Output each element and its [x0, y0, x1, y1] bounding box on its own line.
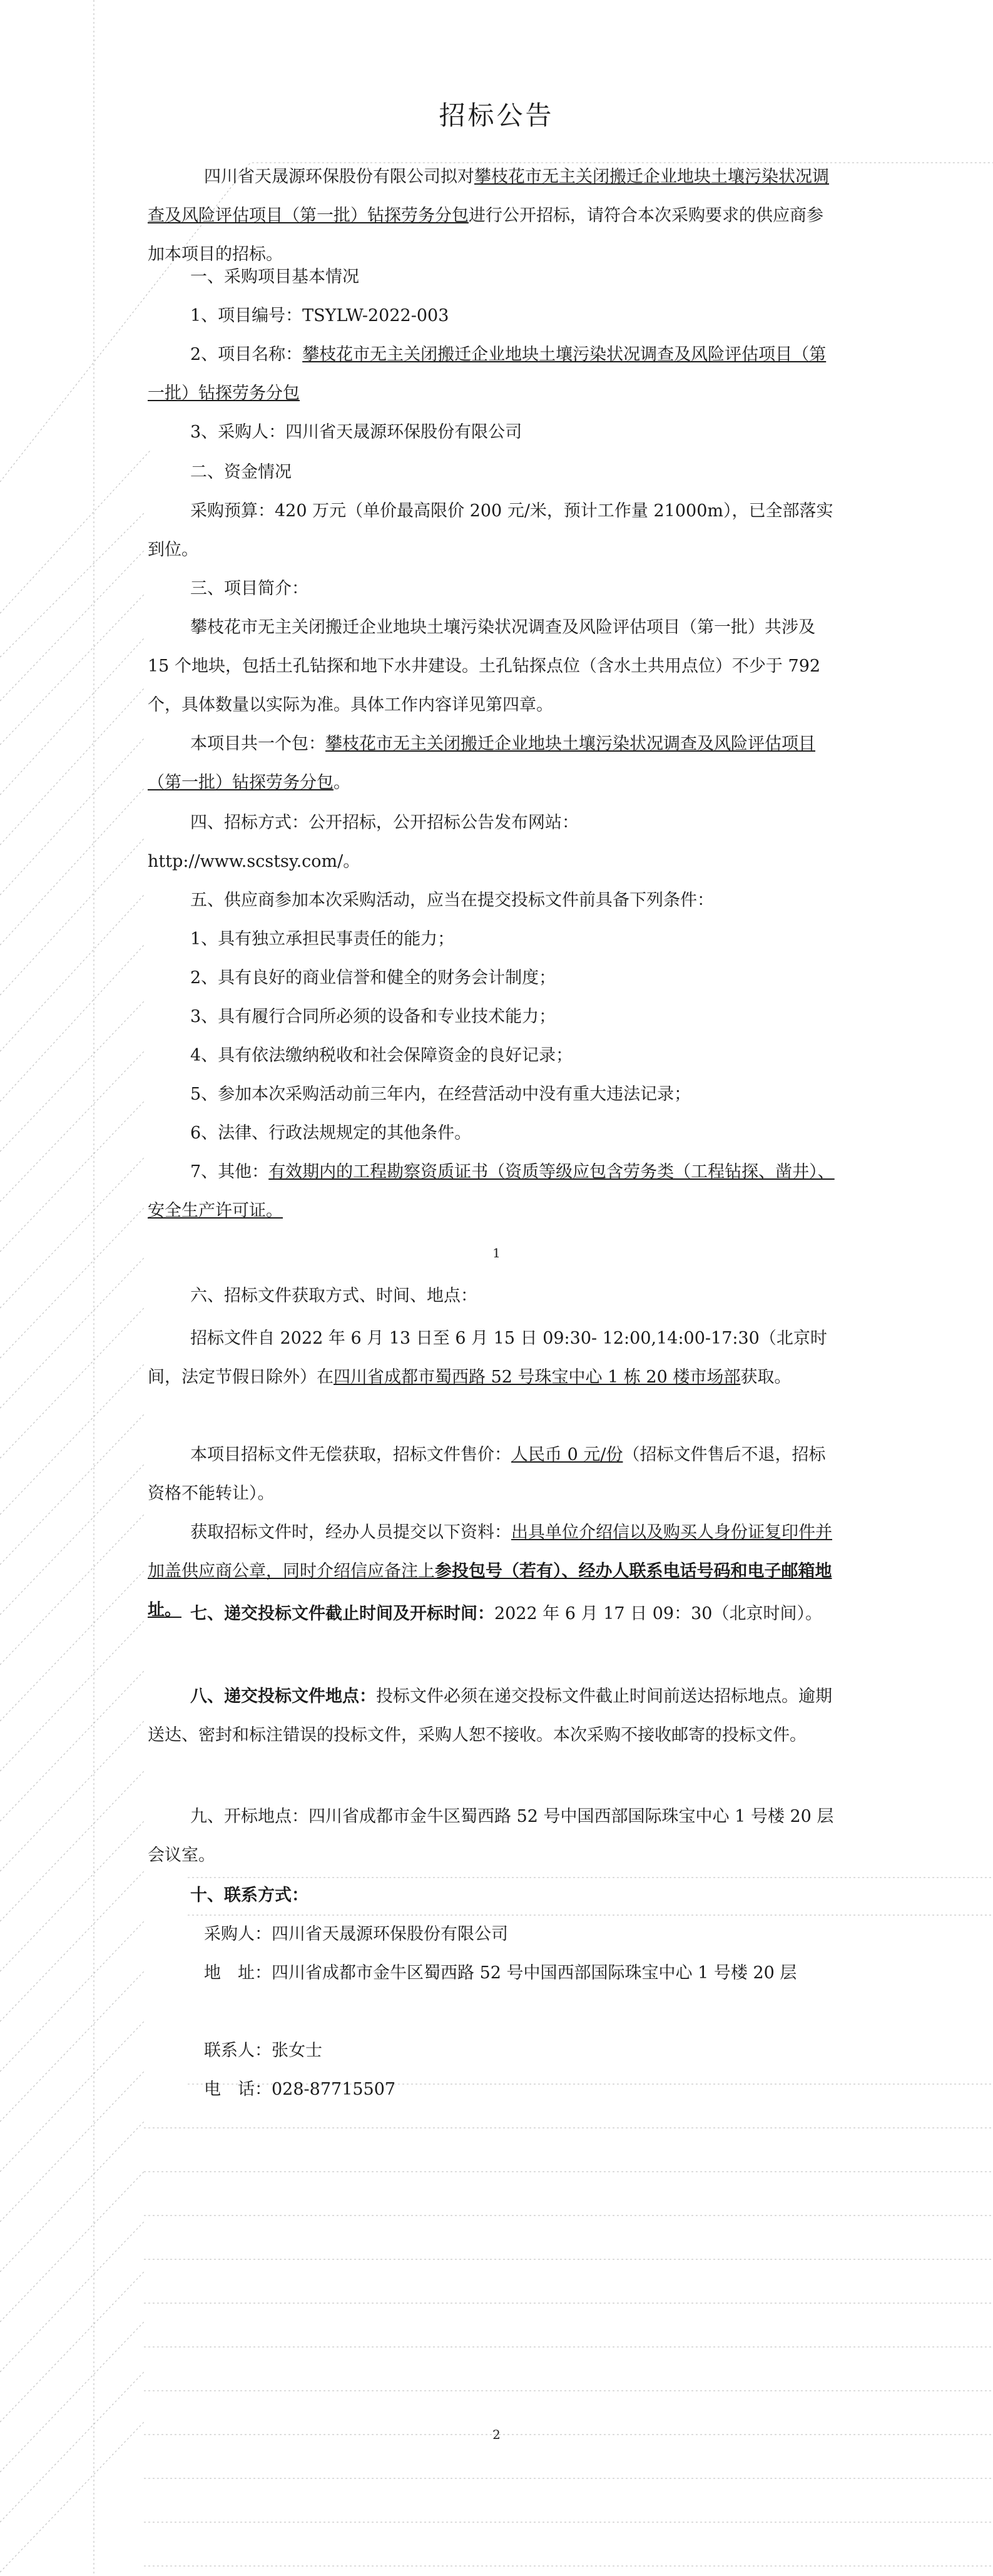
section-5-heading: 五、供应商参加本次采购活动，应当在提交投标文件前具备下列条件：	[190, 891, 714, 910]
materials-text-c: 参投包号（若有）、经办人联系电话号码和电子邮箱地址。	[148, 1561, 832, 1620]
contact-phone: 电 话：028-87715507	[204, 2080, 396, 2099]
project-summary: 攀枝花市无主关闭搬迁企业地块土壤污染状况调查及风险评估项目（第一批）共涉及 15 个地块，包括土孔钻探和地下水井建设。土孔钻探点位（含水土共用点位）不少于 792 个，具体数量以实际为准。具体工作内容详见第四章。	[148, 618, 821, 715]
contact-address: 地 址：四川省成都市金牛区蜀西路 52 号中国西部国际珠宝中心 1 号楼 20 层	[204, 1963, 797, 1983]
page-title: 招标公告	[439, 100, 554, 131]
section-6-heading: 六、招标文件获取方式、时间、地点：	[190, 1286, 477, 1306]
budget-text: 采购预算：420 万元（单价最高限价 200 元/米，预计工作量 21000m），已全部落实到位。	[148, 501, 833, 560]
intro-text-c: 进行公开招标，请符合本次采购要求的供应商参加本项目的招标。	[148, 206, 823, 264]
package-text-c: 。	[334, 773, 350, 792]
section-3-heading: 三、项目简介：	[190, 579, 308, 598]
section-7-heading: 七、递交投标文件截止时间及开标时间：	[190, 1604, 494, 1623]
materials-text-b: 出具单位介绍信以及购买人身份证复印件并加盖供应商公章，同时介绍信应备注上	[148, 1523, 832, 1581]
section-8-text: 投标文件必须在递交投标文件截止时间前送达招标地点。逾期送达、密封和标注错误的投标文件，采购人恕不接收。本次采购不接收邮寄的投标文件。	[148, 1687, 832, 1745]
pickup-location: 四川省成都市蜀西路 52 号珠宝中心 1 栋 20 楼市场部	[334, 1367, 741, 1387]
materials-text-a: 获取招标文件时，经办人员提交以下资料：	[190, 1523, 511, 1542]
requirement-item: 6、法律、行政法规规定的其他条件。	[190, 1123, 472, 1143]
requirement-item: 1、具有独立承担民事责任的能力；	[190, 929, 455, 949]
contact-person: 联系人：张女士	[204, 2041, 322, 2060]
requirement-other-label: 7、其他：	[190, 1162, 269, 1182]
pickup-time-text: 招标文件自 2022 年 6 月 13 日至 6 月 15 日 09:30- 12:00,14:00-17:30（北京时间，法定节假日除外）在	[148, 1329, 827, 1387]
project-name-label: 2、项目名称：	[190, 345, 303, 364]
price-value: 人民币 0 元/份	[511, 1445, 623, 1464]
document-pickup-time	[148, 1319, 839, 1397]
intro-paragraph	[148, 158, 839, 274]
section-7-text: 2022 年 6 月 17 日 09：30（北京时间）。	[494, 1604, 822, 1623]
package-text-a: 本项目共一个包：	[190, 734, 325, 754]
section-9: 九、开标地点：四川省成都市金牛区蜀西路 52 号中国西部国际珠宝中心 1 号楼 20 层会议室。	[148, 1807, 834, 1865]
package-info	[148, 725, 839, 802]
contact-buyer: 采购人：四川省天晟源环保股份有限公司	[204, 1924, 508, 1944]
section-2-heading: 二、资金情况	[190, 463, 292, 482]
requirement-item: 4、具有依法缴纳税收和社会保障资金的良好记录；	[190, 1046, 573, 1065]
section-8	[148, 1677, 839, 1755]
section-1-heading: 一、采购项目基本情况	[190, 267, 359, 287]
document-price	[148, 1436, 839, 1513]
pickup-end: 获取。	[740, 1367, 792, 1387]
price-text-c: （招标文件售后不退，招标资格不能转让）。	[148, 1445, 826, 1503]
project-name-value: 攀枝花市无主关闭搬迁企业地块土壤污染状况调查及风险评估项目（第一批）钻探劳务分包	[148, 345, 827, 403]
requirement-other-value: 有效期内的工程勘察资质证书（资质等级应包含劳务类（工程钻探、凿井）、安全生产许可证。	[148, 1162, 835, 1220]
requirement-item: 5、参加本次采购活动前三年内，在经营活动中没有重大违法记录；	[190, 1085, 691, 1104]
requirement-item: 3、具有履行合同所必须的设备和专业技术能力；	[190, 1007, 556, 1026]
price-text-a: 本项目招标文件无偿获取，招标文件售价：	[190, 1445, 511, 1464]
section-10-heading: 十、联系方式：	[190, 1886, 308, 1905]
section-7	[148, 1595, 839, 1633]
requirement-item-other	[148, 1153, 839, 1230]
package-name: 攀枝花市无主关闭搬迁企业地块土壤污染状况调查及风险评估项目（第一批）钻探劳务分包	[148, 734, 815, 792]
project-name	[148, 335, 839, 413]
section-4-text: 四、招标方式：公开招标，公开招标公告发布网站：	[190, 813, 579, 832]
section-8-heading: 八、递交投标文件地点：	[190, 1687, 376, 1706]
page-number: 2	[492, 2427, 501, 2442]
requirement-item: 2、具有良好的商业信誉和健全的财务会计制度；	[190, 968, 556, 988]
page-number: 1	[492, 1245, 501, 1260]
intro-project-name: 攀枝花市无主关闭搬迁企业地块土壤污染状况调查及风险评估项目（第一批）钻探劳务分包	[148, 167, 829, 225]
website-link[interactable]: http://www.scstsy.com/。	[148, 852, 360, 871]
project-number: 1、项目编号：TSYLW-2022-003	[190, 306, 449, 325]
intro-text-a: 四川省天晟源环保股份有限公司拟对	[204, 167, 474, 187]
purchaser: 3、采购人：四川省天晟源环保股份有限公司	[190, 422, 522, 442]
